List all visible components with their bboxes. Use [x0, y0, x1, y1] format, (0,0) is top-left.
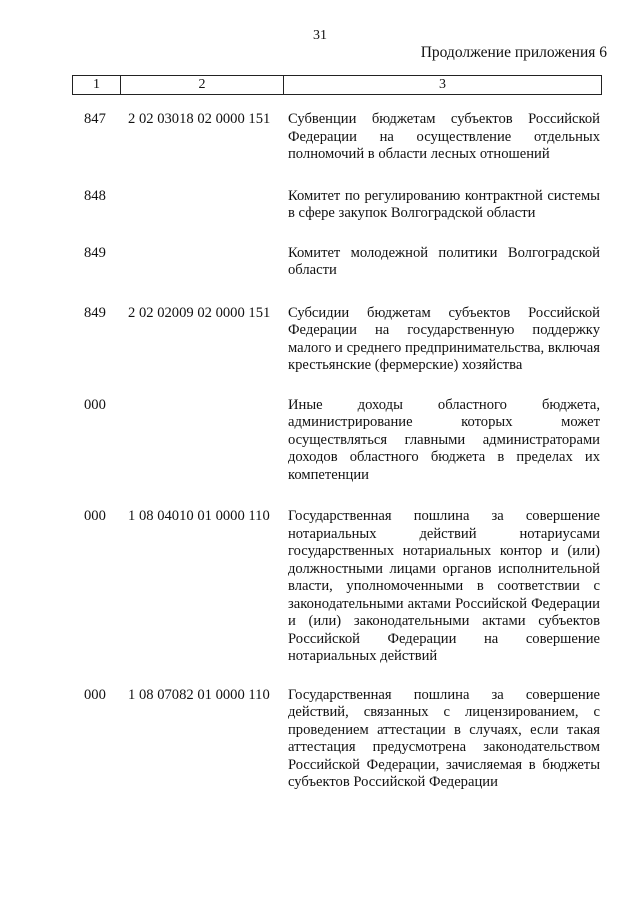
admin-code: 000	[84, 686, 106, 703]
table-row	[72, 245, 600, 280]
admin-code: 847	[84, 111, 106, 127]
table-row	[72, 687, 600, 792]
table-row	[72, 188, 600, 223]
revenue-code	[127, 397, 285, 485]
admin-code: 849	[84, 304, 106, 321]
admin-code: 848	[84, 187, 106, 204]
admin-code: 000	[84, 508, 106, 524]
column-header-3: 3	[439, 77, 446, 92]
admin-code: 000	[84, 396, 106, 413]
revenue-code: 1 08 04010 01 0000 110	[128, 508, 270, 524]
administrator-name: Комитет молодежной политики Волгоградской области	[288, 244, 600, 278]
table-header	[72, 75, 602, 95]
administrator-name: Комитет по регулированию контрактной системы в сфере закупок Волгоградской области	[288, 187, 600, 221]
revenue-code: 2 02 02009 02 0000 151	[128, 304, 271, 321]
revenue-code	[127, 245, 285, 280]
table-row	[72, 305, 600, 375]
revenue-name: Государственная пошлина за совершение действий, связанных с лицензированием, с проведением аттестации в случаях, если такая аттестация предусмотрена законодательством Российской Федерации, зачисляемая в бюджеты субъектов Российской Федерации	[288, 686, 600, 790]
revenue-group-name: Иные доходы областного бюджета, администрирование которых может осуществляться главными администраторами доходов областного бюджета в пределах их компетенции	[288, 396, 600, 483]
page-number: 31	[313, 28, 327, 43]
table-row	[72, 508, 600, 666]
revenue-code: 1 08 07082 01 0000 110	[128, 686, 270, 703]
appendix-continuation-label: Продолжение приложения 6	[420, 44, 607, 61]
admin-code: 849	[84, 244, 106, 261]
revenue-code	[127, 188, 285, 223]
revenue-code: 2 02 03018 02 0000 151	[128, 111, 271, 127]
table-body	[72, 111, 600, 792]
column-header-1: 1	[73, 76, 121, 94]
table-row	[72, 111, 600, 164]
revenue-name: Государственная пошлина за совершение нотариальных действий нотариусами государственных нотариальных контор и (или) должностными лицами органов исполнительной власти, уполномоченными в соответствии с законодательными актами Российской Федерации и (или) законодательными актами субъектов Российской Федерации на совершение нотариальных действий	[288, 508, 600, 664]
revenue-name: Субсидии бюджетам субъектов Российской Федерации на государственную поддержку малого и среднего предпринимательства, включая крестьянские (фермерские) хозяйства	[288, 304, 600, 373]
table-row	[72, 397, 600, 485]
revenue-name: Субвенции бюджетам субъектов Российской Федерации на осуществление отдельных полномочий в области лесных отношений	[288, 111, 600, 162]
column-header-2: 2	[121, 76, 284, 94]
